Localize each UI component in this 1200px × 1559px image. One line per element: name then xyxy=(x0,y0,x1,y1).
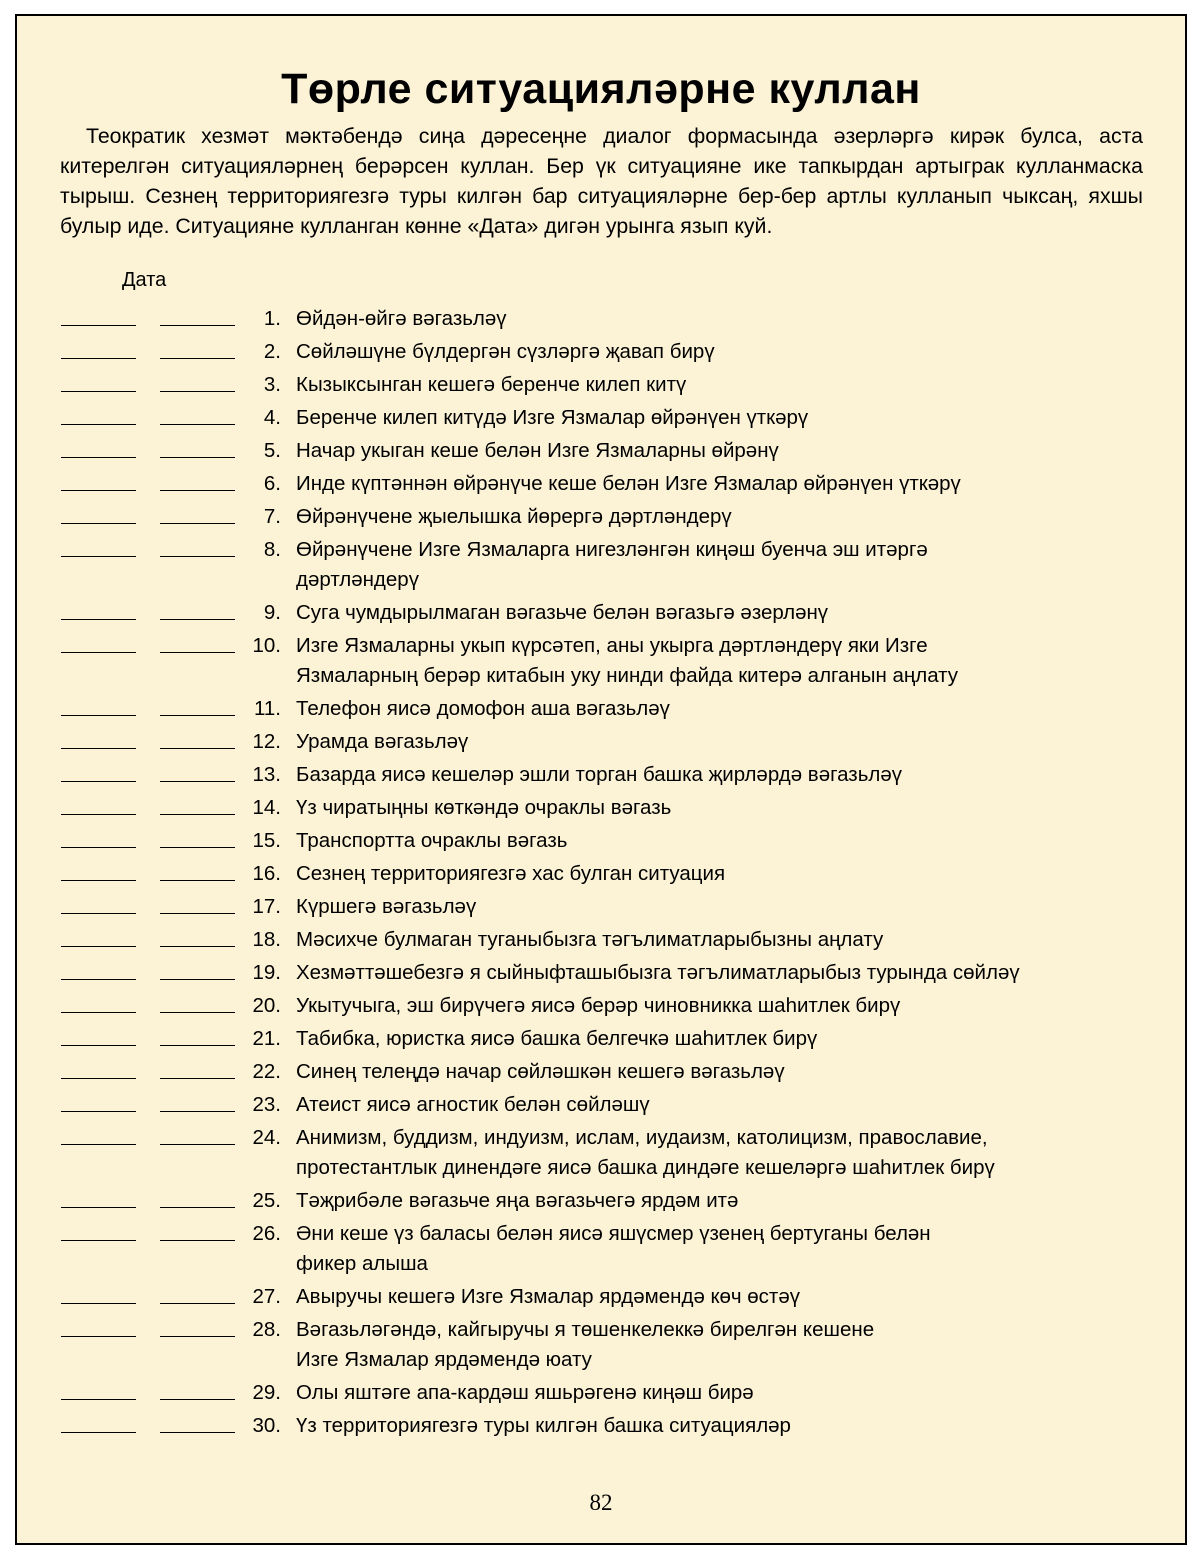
situation-text: Изге Язмаларны укып күрсәтеп, аны укырга дәртләндерү яки Изге Язмаларның берәр китабын уку нинди файда китерә алганын аңлату xyxy=(296,634,959,687)
situation-number: 2. xyxy=(263,340,281,363)
situation-number: 15. xyxy=(252,829,281,852)
situation-number: 5. xyxy=(263,439,281,462)
situation-text: Транспортта очраклы вәгазь xyxy=(296,829,568,852)
situation-text: Табибка, юристка яисә башка белгечкә шаһитлек бирү xyxy=(296,1027,818,1050)
situation-number: 17. xyxy=(252,895,281,918)
situation-number: 10. xyxy=(252,634,281,657)
situation-text: Вәгазьләгәндә, кайгыручы я төшенкелеккә бирелгән кешене Изге Язмалар ярдәмендә юату xyxy=(296,1318,875,1371)
date-blank-1[interactable] xyxy=(61,694,136,716)
date-blank-1[interactable] xyxy=(61,793,136,815)
situation-text: Базарда яисә кешеләр эшли торган башка җирләрдә вәгазьләү xyxy=(296,763,902,786)
date-blank-1[interactable] xyxy=(61,925,136,947)
situation-number: 24. xyxy=(252,1126,281,1149)
situation-text: Урамда вәгазьләү xyxy=(296,730,469,753)
situation-number: 3. xyxy=(263,373,281,396)
date-blank-2[interactable] xyxy=(160,1378,235,1400)
date-blank-2[interactable] xyxy=(160,727,235,749)
date-blank-2[interactable] xyxy=(160,1123,235,1145)
date-blank-1[interactable] xyxy=(61,958,136,980)
date-blank-2[interactable] xyxy=(160,991,235,1013)
situation-text: Начар укыган кеше белән Изге Язмаларны өйрәнү xyxy=(296,439,779,462)
situation-number: 7. xyxy=(263,505,281,528)
date-blank-1[interactable] xyxy=(61,727,136,749)
date-blank-2[interactable] xyxy=(160,469,235,491)
date-blank-2[interactable] xyxy=(160,1090,235,1112)
situation-text: Үз чиратыңны көткәндә очраклы вәгазь xyxy=(296,796,672,819)
date-blank-2[interactable] xyxy=(160,925,235,947)
situation-text: Укытучыга, эш бирүчегә яисә берәр чиновникка шаһитлек бирү xyxy=(296,994,901,1017)
page-title: Төрле ситуацияләрне куллан xyxy=(281,65,921,113)
situation-text: Анимизм, буддизм, индуизм, ислам, иудаизм, католицизм, православие, протестантлык динендәге яисә башка диндәге кешеләргә шаһитлек бирү xyxy=(296,1126,995,1179)
situation-text: Сезнең территориягезгә хас булган ситуация xyxy=(296,862,726,885)
situation-text: Өйрәнүчене Изге Язмаларга нигезләнгән киңәш буенча эш итәргә дәртләндерү xyxy=(296,538,928,591)
date-blank-1[interactable] xyxy=(61,502,136,524)
date-blank-1[interactable] xyxy=(61,403,136,425)
situation-number: 20. xyxy=(252,994,281,1017)
date-blank-1[interactable] xyxy=(61,859,136,881)
date-blank-1[interactable] xyxy=(61,1123,136,1145)
date-blank-1[interactable] xyxy=(61,1315,136,1337)
page-number: 82 xyxy=(589,1490,613,1515)
situation-number: 29. xyxy=(252,1381,281,1404)
date-blank-2[interactable] xyxy=(160,370,235,392)
date-blank-1[interactable] xyxy=(61,337,136,359)
date-blank-1[interactable] xyxy=(61,1219,136,1241)
situation-text: Үз территориягезгә туры килгән башка ситуацияләр xyxy=(296,1414,791,1437)
date-blank-2[interactable] xyxy=(160,304,235,326)
situation-text: Инде күптәннән өйрәнүче кеше белән Изге Язмалар өйрәнүен үткәрү xyxy=(296,472,961,495)
situation-number: 4. xyxy=(263,406,281,429)
situation-text: Беренче килеп китүдә Изге Язмалар өйрәнүен үткәрү xyxy=(296,406,809,429)
date-blank-1[interactable] xyxy=(61,598,136,620)
situation-number: 27. xyxy=(252,1285,281,1308)
date-blank-2[interactable] xyxy=(160,1057,235,1079)
date-blank-1[interactable] xyxy=(61,1411,136,1433)
date-blank-2[interactable] xyxy=(160,337,235,359)
date-blank-2[interactable] xyxy=(160,826,235,848)
situation-number: 1. xyxy=(263,307,281,330)
situation-number: 14. xyxy=(252,796,281,819)
date-blank-2[interactable] xyxy=(160,892,235,914)
situation-number: 25. xyxy=(252,1189,281,1212)
situation-text: Өйрәнүчене җыелышка йөрергә дәртләндерү xyxy=(296,505,732,528)
situation-text: Телефон яисә домофон аша вәгазьләү xyxy=(296,697,670,720)
date-blank-2[interactable] xyxy=(160,598,235,620)
situation-text: Суга чумдырылмаган вәгазьче белән вәгазьгә әзерләнү xyxy=(296,601,829,624)
situation-number: 6. xyxy=(263,472,281,495)
situation-number: 22. xyxy=(252,1060,281,1083)
situation-text: Авыручы кешегә Изге Язмалар ярдәмендә көч өстәү xyxy=(296,1285,800,1308)
date-blank-1[interactable] xyxy=(61,1282,136,1304)
date-blank-2[interactable] xyxy=(160,859,235,881)
date-column-label: Дата xyxy=(122,269,167,291)
situation-text: Олы яштәге апа-кардәш яшьрәгенә киңәш бирә xyxy=(296,1381,754,1404)
situation-text: Күршегә вәгазьләү xyxy=(296,895,477,918)
date-blank-1[interactable] xyxy=(61,760,136,782)
situation-number: 19. xyxy=(252,961,281,984)
situation-number: 21. xyxy=(252,1027,281,1050)
date-blank-2[interactable] xyxy=(160,1315,235,1337)
date-blank-2[interactable] xyxy=(160,958,235,980)
situation-text: Сөйләшүне бүлдергән сүзләргә җавап бирү xyxy=(296,340,715,363)
date-blank-2[interactable] xyxy=(160,502,235,524)
situation-text: Әни кеше үз баласы белән яисә яшүсмер үзенең бертуганы белән фикер алыша xyxy=(296,1222,931,1275)
date-blank-2[interactable] xyxy=(160,535,235,557)
worksheet-page xyxy=(15,14,1187,1545)
date-blank-2[interactable] xyxy=(160,760,235,782)
intro-paragraph: Теократик хезмәт мәктәбендә сиңа дәресеңне диалог формасында әзерләргә кирәк булса, аста китерелгән ситуацияләрнең берәрсен куллан. Бер үк ситуацияне ике тапкырдан артыграк кулланмаска тырыш. Сезнең территориягезгә туры килгән бар ситуацияләрне бер-бер артлы кулланып чыксаң, яхшы булыр иде. Ситуацияне кулланган көнне «Дата» дигән урынга язып куй. xyxy=(60,124,1143,238)
date-blank-2[interactable] xyxy=(160,1219,235,1241)
situation-text: Тәҗрибәле вәгазьче яңа вәгазьчегә ярдәм итә xyxy=(296,1189,739,1212)
date-blank-1[interactable] xyxy=(61,892,136,914)
situation-text: Кызыксынган кешегә беренче килеп китү xyxy=(296,373,687,396)
date-blank-1[interactable] xyxy=(61,469,136,491)
date-blank-2[interactable] xyxy=(160,1282,235,1304)
situation-number: 12. xyxy=(252,730,281,753)
date-blank-1[interactable] xyxy=(61,436,136,458)
date-blank-1[interactable] xyxy=(61,1186,136,1208)
situation-text: Өйдән-өйгә вәгазьләү xyxy=(296,307,507,330)
situation-number: 13. xyxy=(252,763,281,786)
situation-text: Синең телеңдә начар сөйләшкән кешегә вәгазьләү xyxy=(296,1060,785,1083)
situation-text: Мәсихче булмаган туганыбызга тәгълиматларыбызны аңлату xyxy=(296,928,884,951)
date-blank-2[interactable] xyxy=(160,694,235,716)
date-blank-2[interactable] xyxy=(160,1411,235,1433)
date-blank-1[interactable] xyxy=(61,535,136,557)
situation-number: 11. xyxy=(254,697,281,720)
date-blank-1[interactable] xyxy=(61,304,136,326)
situation-number: 23. xyxy=(252,1093,281,1116)
date-blank-2[interactable] xyxy=(160,793,235,815)
date-blank-1[interactable] xyxy=(61,631,136,653)
date-blank-1[interactable] xyxy=(61,991,136,1013)
date-blank-2[interactable] xyxy=(160,1186,235,1208)
situation-number: 28. xyxy=(252,1318,281,1341)
situation-text: Хезмәттәшебезгә я сыйныфташыбызга тәгълиматларыбыз турында сөйләү xyxy=(296,961,1020,984)
date-blank-2[interactable] xyxy=(160,1024,235,1046)
date-blank-1[interactable] xyxy=(61,1378,136,1400)
date-blank-2[interactable] xyxy=(160,403,235,425)
date-blank-1[interactable] xyxy=(61,1057,136,1079)
situation-number: 16. xyxy=(252,862,281,885)
situation-number: 18. xyxy=(252,928,281,951)
date-blank-1[interactable] xyxy=(61,826,136,848)
date-blank-2[interactable] xyxy=(160,436,235,458)
date-blank-1[interactable] xyxy=(61,370,136,392)
situation-number: 8. xyxy=(263,538,281,561)
date-blank-2[interactable] xyxy=(160,631,235,653)
date-blank-1[interactable] xyxy=(61,1024,136,1046)
date-blank-1[interactable] xyxy=(61,1090,136,1112)
situation-number: 9. xyxy=(263,601,281,624)
situation-number: 30. xyxy=(252,1414,281,1437)
situation-number: 26. xyxy=(252,1222,281,1245)
situation-text: Атеист яисә агностик белән сөйләшү xyxy=(296,1093,650,1116)
